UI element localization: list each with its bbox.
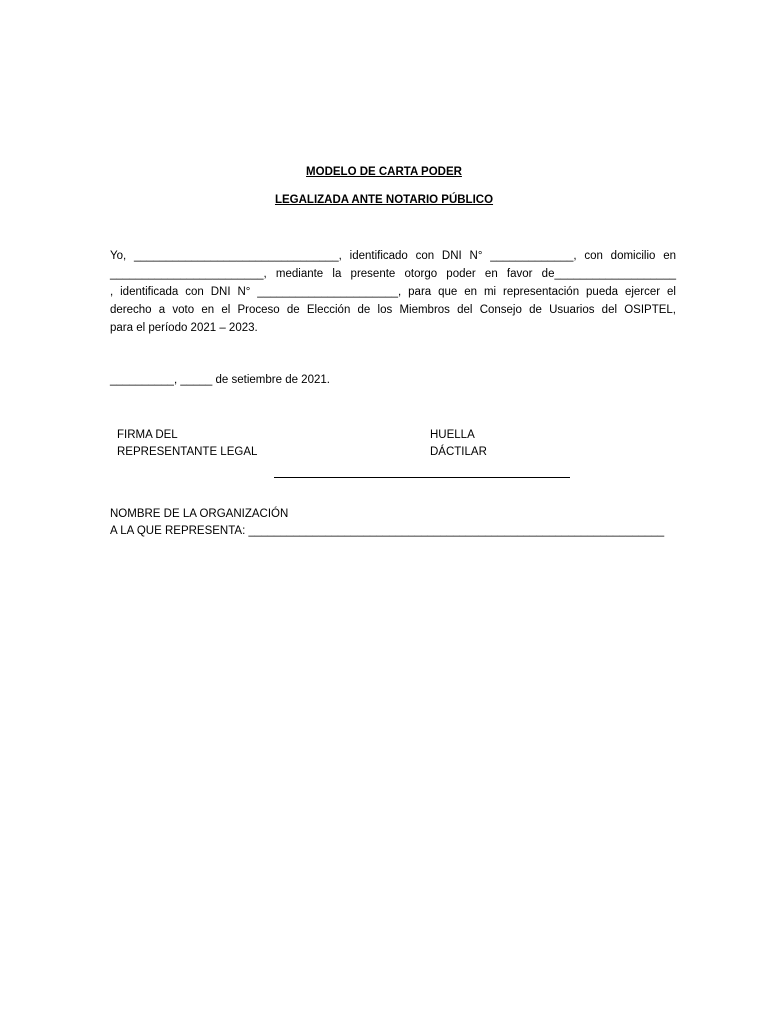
organization-field: A LA QUE REPRESENTA: _________________________________________________________________ (110, 525, 665, 537)
organization-block (110, 506, 664, 540)
huella-label (430, 427, 487, 460)
body-line: derecho a voto en el Proceso de Elección de los Miembros del Consejo de Usuarios del OSIPTEL, (110, 304, 676, 316)
huella-label-line: DÁCTILAR (430, 445, 487, 458)
signature-line (274, 477, 570, 478)
firma-label-line: FIRMA DEL (117, 429, 178, 441)
body-line: Yo, ________________________________, identificado con DNI N° _____________, con domicilio en (110, 250, 676, 262)
date-line: __________, _____ de setiembre de 2021. (110, 374, 330, 386)
document-title: MODELO DE CARTA PODER (306, 166, 462, 178)
body-line: para el período 2021 – 2023. (110, 322, 258, 334)
body-line: ________________________, mediante la presente otorgo poder en favor de___________________ (110, 268, 676, 280)
huella-label-line: HUELLA (430, 429, 475, 441)
firma-label-line: REPRESENTANTE LEGAL (117, 445, 258, 458)
body-paragraph (110, 247, 676, 337)
firma-label (117, 427, 257, 460)
organization-label: NOMBRE DE LA ORGANIZACIÓN (110, 508, 289, 520)
body-line: , identificada con DNI N° ______________________, para que en mi representación pueda ejercer el (110, 286, 676, 298)
document-subtitle: LEGALIZADA ANTE NOTARIO PÚBLICO (274, 194, 494, 206)
